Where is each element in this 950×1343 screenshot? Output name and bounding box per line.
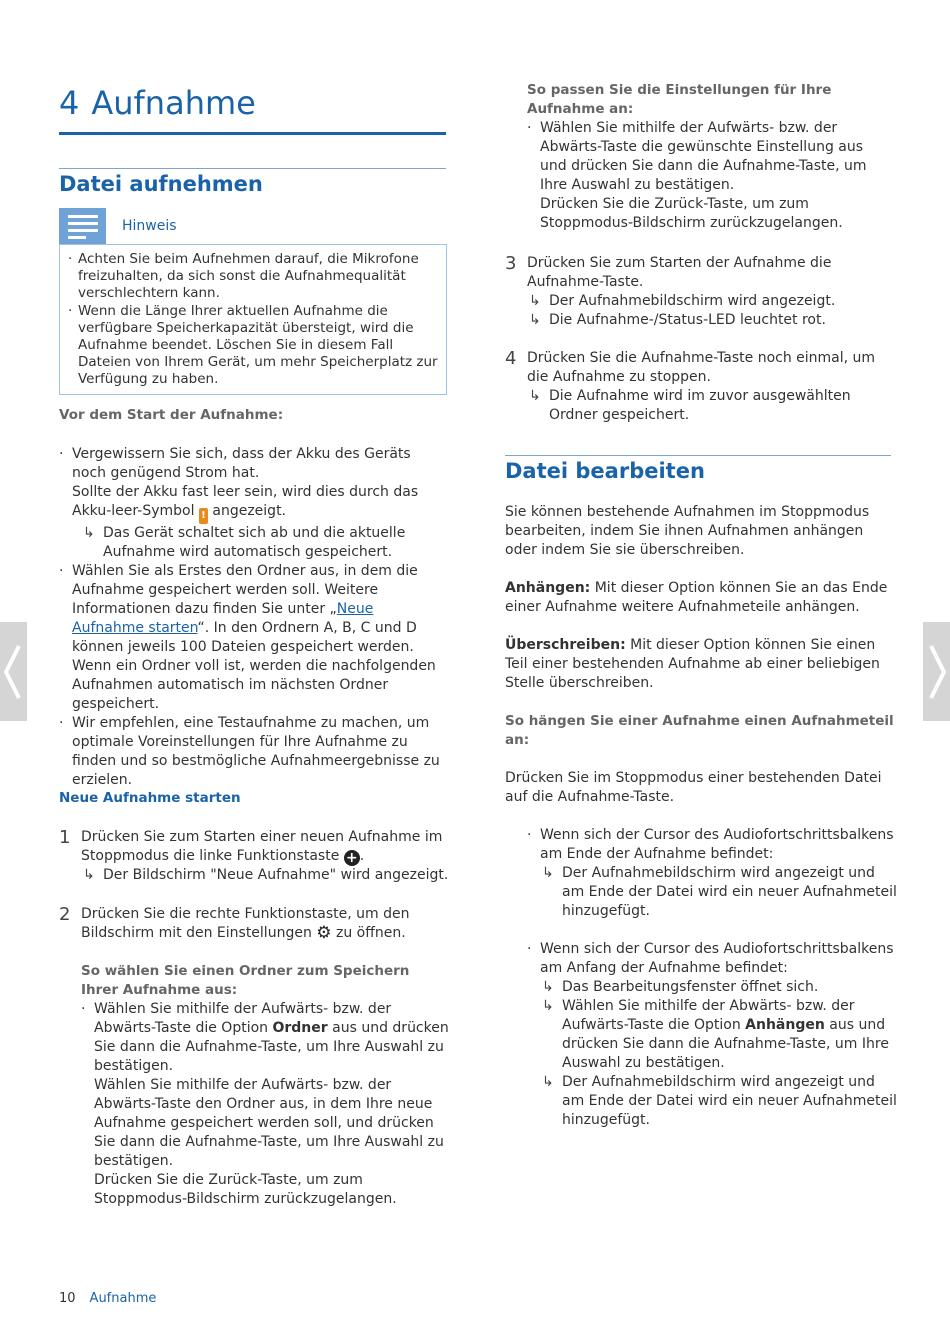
list-item bbox=[59, 445, 449, 562]
chapter-number: 4 bbox=[59, 84, 80, 122]
link-new-recording[interactable]: Neue Aufnahme starten bbox=[72, 601, 374, 636]
result-line: ↳ Wählen Sie mithilfe der Abwärts- bzw. der Aufwärts-Taste die Option Anhängen aus und drücken Sie dann die Aufnahme-Taste, um Ihre Auswahl zu bestätigen. bbox=[540, 997, 897, 1073]
step-3 bbox=[505, 254, 897, 330]
note-lines-icon bbox=[59, 208, 106, 244]
edit-intro: Sie können bestehende Aufnahmen im Stoppmodus bearbeiten, indem Sie ihnen Aufnahmen anhängen oder indem Sie sie überschreiben. bbox=[505, 504, 870, 558]
step-number: 2 bbox=[59, 904, 71, 925]
section-title-record: Datei aufnehmen bbox=[59, 172, 263, 196]
result-line: ↳ Der Bildschirm "Neue Aufnahme" wird angezeigt. bbox=[81, 866, 449, 885]
append-how-heading: So hängen Sie einer Aufnahme einen Aufnahmeteil an: bbox=[505, 713, 894, 748]
page-footer bbox=[59, 1289, 156, 1308]
step-number: 1 bbox=[59, 827, 71, 848]
result-line: ↳ Das Gerät schaltet sich ab und die aktuelle Aufnahme wird automatisch gespeichert. bbox=[81, 524, 449, 562]
note-label: Hinweis bbox=[122, 218, 177, 234]
step-number: 4 bbox=[505, 348, 517, 369]
result-line: ↳ Der Aufnahmebildschirm wird angezeigt und am Ende der Datei wird ein neuer Aufnahmeteil hinzugefügt. bbox=[540, 1073, 897, 1130]
list-item-text: · Wählen Sie mithilfe der Aufwärts- bzw. der Abwärts-Taste die Option Ordner aus und drücken Sie dann die Aufnahme-Taste, um Ihre Auswahl zu bestätigen. bbox=[94, 1001, 449, 1074]
section-title-edit: Datei bearbeiten bbox=[505, 459, 705, 483]
step-text: Drücken Sie zum Starten einer neuen Aufnahme im Stoppmodus die linke Funktionstaste + . bbox=[81, 829, 443, 866]
step-text: Drücken Sie zum Starten der Aufnahme die Aufnahme-Taste. bbox=[527, 255, 832, 290]
result-line: ↳ Der Aufnahmebildschirm wird angezeigt. bbox=[527, 292, 897, 311]
note-item: · Achten Sie beim Aufnehmen darauf, die Mikrofone freizuhalten, da sich sonst die Aufnahmequalität verschlechtern kann. bbox=[67, 251, 439, 303]
footer-section: Aufnahme bbox=[89, 1291, 157, 1306]
note-item: · Wenn die Länge Ihrer aktuellen Aufnahme die verfügbare Speicherkapazität übersteigt, wird die Aufnahme beendet. Löschen Sie in diesem Fall Dateien von Ihrem Gerät, um mehr Speicherplatz zur Verfügung zu haben. bbox=[67, 303, 439, 389]
list-item-text: Drücken Sie die Zurück-Taste, um zum Stoppmodus-Bildschirm zurückzugelangen. bbox=[540, 196, 843, 231]
settings-heading: So passen Sie die Einstellungen für Ihre Aufnahme an: bbox=[527, 82, 832, 117]
chevron-left-icon bbox=[0, 622, 27, 721]
chapter-title-text: Aufnahme bbox=[91, 84, 256, 122]
folder-heading: So wählen Sie einen Ordner zum Speichern Ihrer Aufnahme aus: bbox=[81, 963, 410, 998]
list-item-text: · Wenn sich der Cursor des Audiofortschrittsbalkens am Ende der Aufnahme befindet: bbox=[540, 827, 894, 862]
chevron-right-icon bbox=[923, 622, 950, 721]
result-line: ↳ Die Aufnahme wird im zuvor ausgewählten Ordner gespeichert. bbox=[527, 387, 897, 425]
step-1 bbox=[59, 828, 449, 885]
list-item bbox=[81, 1000, 449, 1209]
edit-content bbox=[505, 503, 897, 1130]
step-number: 3 bbox=[505, 253, 517, 274]
list-item-text: Wenn ein Ordner voll ist, werden die nachfolgenden Aufnahmen automatisch im nächsten Ordner gespeichert. bbox=[72, 658, 436, 712]
step-2 bbox=[59, 905, 449, 1209]
list-item-text: · Wenn sich der Cursor des Audiofortschrittsbalkens am Anfang der Aufnahme befindet: bbox=[540, 941, 894, 976]
list-item bbox=[59, 562, 449, 714]
result-line: ↳ Das Bearbeitungsfenster öffnet sich. bbox=[540, 978, 897, 997]
list-item bbox=[527, 826, 897, 921]
chapter-title bbox=[59, 84, 256, 122]
step-text: Drücken Sie die rechte Funktionstaste, um den Bildschirm mit den Einstellungen ⚙ zu öffnen. bbox=[81, 906, 410, 943]
page-number: 10 bbox=[59, 1291, 76, 1306]
step-text: Drücken Sie die Aufnahme-Taste noch einmal, um die Aufnahme zu stoppen. bbox=[527, 350, 876, 385]
append-how-text: Drücken Sie im Stoppmodus einer bestehenden Datei auf die Aufnahme-Taste. bbox=[505, 770, 882, 805]
overwrite-paragraph: Überschreiben: Mit dieser Option können Sie einen Teil einer bestehenden Aufnahme ab einer beliebigen Stelle überschreiben. bbox=[505, 637, 880, 691]
list-item-text: Sollte der Akku fast leer sein, wird dies durch das Akku-leer-Symbol ! angezeigt. bbox=[72, 483, 449, 524]
list-item bbox=[59, 714, 449, 790]
before-start-list bbox=[59, 445, 449, 790]
list-item-text: · Wählen Sie mithilfe der Aufwärts- bzw. der Abwärts-Taste die gewünschte Einstellung aus und drücken Sie dann die Aufnahme-Taste, um Ihre Auswahl zu bestätigen. bbox=[540, 120, 867, 193]
next-page-button[interactable] bbox=[923, 622, 950, 721]
note-box bbox=[59, 244, 447, 395]
append-paragraph: Anhängen: Mit dieser Option können Sie an das Ende einer Aufnahme weitere Aufnahmeteile anhängen. bbox=[505, 580, 888, 615]
list-item-text: · Wählen Sie als Erstes den Ordner aus, in dem die Aufnahme gespeichert werden soll. Weitere Informationen dazu finden Sie unter „Neue Aufnahme starten“. In den Ordnern A, B, C und D können jeweils 100 Dateien gespeichert werden. bbox=[72, 563, 418, 655]
result-line: ↳ Der Aufnahmebildschirm wird angezeigt und am Ende der Datei wird ein neuer Aufnahmeteil hinzugefügt. bbox=[540, 864, 897, 921]
list-item-text: · Wir empfehlen, eine Testaufnahme zu machen, um optimale Voreinstellungen für Ihre Aufnahme zu finden und so bestmögliche Aufnahmeergebnisse zu erzielen. bbox=[72, 715, 440, 788]
step-4 bbox=[505, 349, 897, 425]
settings-block bbox=[527, 81, 892, 233]
list-item-text: Wählen Sie mithilfe der Aufwärts- bzw. der Abwärts-Taste den Ordner aus, in dem Ihre neue Aufnahme gespeichert werden soll, und drücken Sie dann die Aufnahme-Taste, um Ihre Auswahl zu bestätigen. bbox=[94, 1077, 444, 1169]
result-line: ↳ Die Aufnahme-/Status-LED leuchtet rot. bbox=[527, 311, 897, 330]
section-rule bbox=[59, 168, 446, 169]
chapter-rule bbox=[59, 132, 446, 135]
before-start-heading: Vor dem Start der Aufnahme: bbox=[59, 407, 284, 423]
section-rule bbox=[505, 455, 891, 456]
new-recording-heading: Neue Aufnahme starten bbox=[59, 790, 241, 806]
battery-empty-icon: ! bbox=[199, 508, 208, 524]
list-item bbox=[527, 940, 897, 1130]
previous-page-button[interactable] bbox=[0, 622, 27, 721]
list-item-text: · Vergewissern Sie sich, dass der Akku des Geräts noch genügend Strom hat. bbox=[72, 446, 411, 481]
plus-circle-icon: + bbox=[344, 850, 360, 866]
list-item-text: Drücken Sie die Zurück-Taste, um zum Stoppmodus-Bildschirm zurückzugelangen. bbox=[94, 1172, 397, 1207]
gear-icon: ⚙ bbox=[316, 923, 332, 943]
list-item bbox=[527, 119, 892, 233]
